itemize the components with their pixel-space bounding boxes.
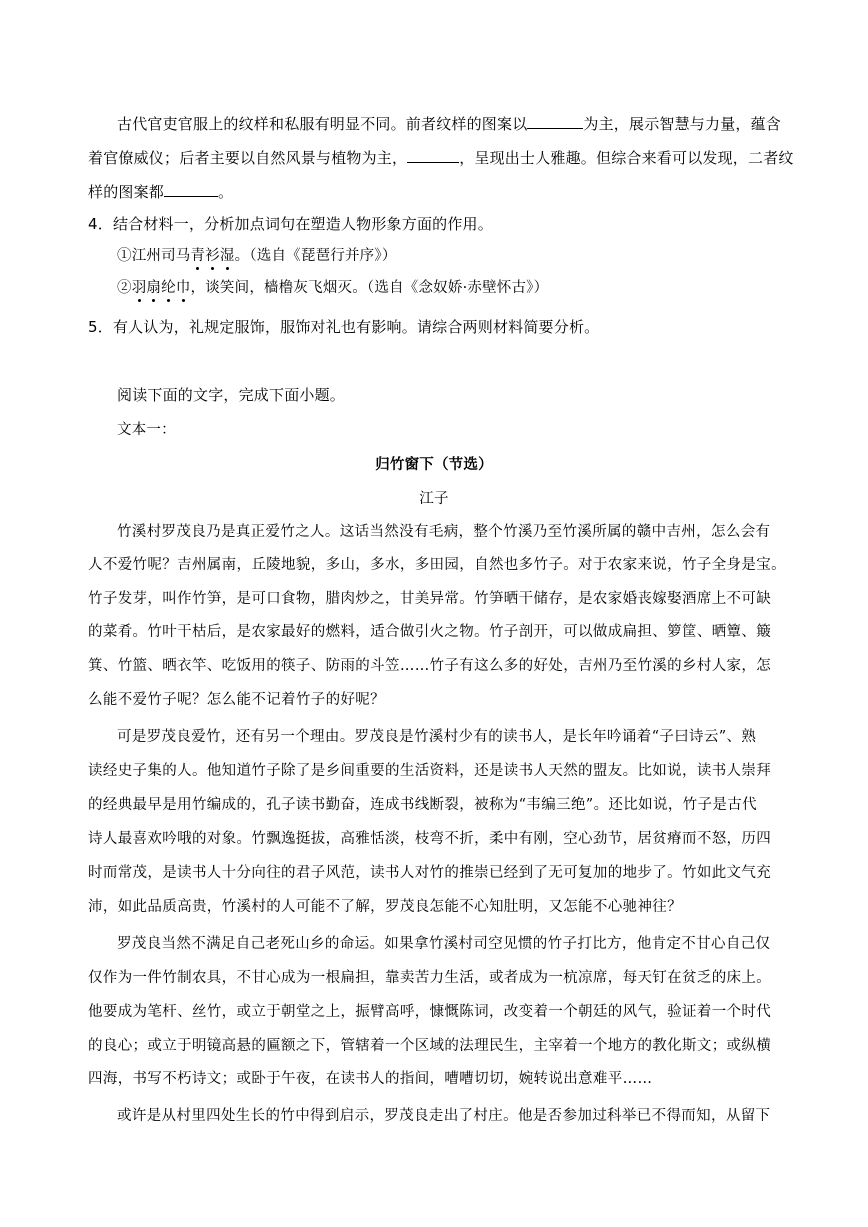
quote-source: ，谈笑间，樯橹灰飞烟灭。（选自《念奴娇·赤壁怀古》） [190,280,549,296]
article-line: 时而常茂，是读书人十分向往的君子风范，读书人对竹的推崇已经到了无可复加的地步了。竹如此文气充 [88,865,772,881]
summary-text: 为主，展示智慧与力量，蕴含 [583,115,782,133]
article-line: 竹子发芽，叫作竹笋，是可口食物，腊肉炒之，甘美异常。竹笋晒干储存，是农家婚丧嫁娶酒席上不可缺 [88,591,772,607]
dotted-char: 羽 [131,280,147,296]
article-line: 人不爱竹呢？吉州属南，丘陵地貌，多山，多水，多田园，自然也多竹子。对于农家来说，竹子全身是宝。 [88,557,786,573]
reading-instruction: 阅读下面的文字，完成下面小题。 [117,386,346,404]
question-4-item-1 [117,246,397,266]
quote-text: 江州司马 [131,248,191,264]
summary-line-1 [117,114,781,134]
article-line: 或许是从村里四处生长的竹中得到启示，罗茂良走出了村庄。他是否参加过科举已不得而知，从留下 [117,1108,771,1124]
summary-line-2 [88,148,794,168]
article-line: 的经典最早是用竹编成的，孔子读书勤奋，连成书线断裂，被称为“韦编三绝”。还比如说，竹子是古代 [88,797,757,813]
article-line: 么能不爱竹子呢？怎么能不记着竹子的好呢？ [88,692,385,708]
summary-text: 。 [218,183,234,201]
dotted-char: 扇 [146,280,162,296]
article-line: 竹溪村罗茂良乃是真正爱竹之人。这话当然没有毛病，整个竹溪乃至竹溪所属的赣中吉州，怎么会有 [117,524,771,540]
article-line: 诗人最喜欢吟哦的对象。竹飘逸挺拔，高雅恬淡，枝弯不折，柔中有刚，空心劲节，居贫瘠而不怒，历四 [88,831,772,847]
question-5-stem: 5．有人认为，礼规定服饰，服饰对礼也有影响。请综合两则材料简要分析。 [88,318,600,336]
article-title: 归竹窗下（节选） [375,456,493,473]
dotted-char: 巾 [175,280,191,296]
dotted-char: 衫 [205,248,220,264]
question-4-stem: 4．结合材料一，分析加点词句在塑造人物形象方面的作用。 [88,215,493,233]
item-number: ② [117,280,132,296]
article-line: 可是罗茂良爱竹，还有另一个理由。罗茂良是竹溪村少有的读书人，是长年吟诵着“子曰诗云”、熟 [117,729,757,745]
summary-text: 古代官吏官服上的纹样和私服有明显不同。前者纹样的图案以 [117,115,528,133]
article-line: 他要成为笔杆、丝竹，或立于朝堂之上，振臂高呼，慷慨陈词，改变着一个朝廷的风气，验证着一个时代 [88,1004,772,1020]
article-line: 读经史子集的人。他知道竹子除了是乡间重要的生活资料，还是读书人天然的盟友。比如说，读书人崇拜 [88,763,772,779]
article-line: 沛，如此品质高贵，竹溪村的人可能不了解，罗茂良怎能不心知肚明，又怎能不心驰神往？ [88,899,682,915]
answer-blank-3[interactable] [164,182,218,197]
answer-blank-2[interactable] [407,148,459,163]
article-line: 仅作为一件竹制农具，不甘心成为一根扁担，靠卖苦力生活，或者成为一杭凉席，每天钉在贫乏的床上。 [88,970,772,986]
dotted-char: 纶 [161,280,176,296]
article-author: 江子 [419,491,449,507]
summary-text: 样的图案都 [88,183,165,201]
text-label: 文本一： [117,422,176,438]
quote-source: 。（选自《琵琶行并序》） [234,248,397,264]
summary-text: 着官僚威仪；后者主要以自然风景与植物为主， [88,149,408,167]
summary-text: ，呈现出士人雅趣。但综合来看可以发现，二者纹 [459,149,794,167]
answer-blank-1[interactable] [527,114,583,129]
question-4-item-2 [117,278,548,298]
summary-line-3 [88,182,233,202]
article-line: 罗茂良当然不满足自己老死山乡的命运。如果拿竹溪村司空见惯的竹子打比方，他肯定不甘心自己仅 [117,936,771,952]
article-line: 箕、竹篮、晒衣竿、吃饭用的筷子、防雨的斗笠……竹子有这么多的好处，吉州乃至竹溪的乡村人家，怎 [88,658,772,674]
dotted-char: 湿 [219,248,235,264]
item-number: ① [117,248,132,264]
dotted-char: 青 [190,248,206,264]
article-line: 四海，书写不朽诗文；或卧于午夜，在读书人的指间，嘈嘈切切，婉转说出意难平…… [88,1071,653,1087]
article-line: 的良心；或立于明镜高悬的匾额之下，管辖着一个区域的法理民生，主宰着一个地方的教化斯文；或纵横 [88,1038,772,1054]
article-line: 的菜肴。竹叶干枯后，是农家最好的燃料，适合做引火之物。竹子剖开，可以做成扁担、箩筐、晒簟、簸 [88,624,772,640]
